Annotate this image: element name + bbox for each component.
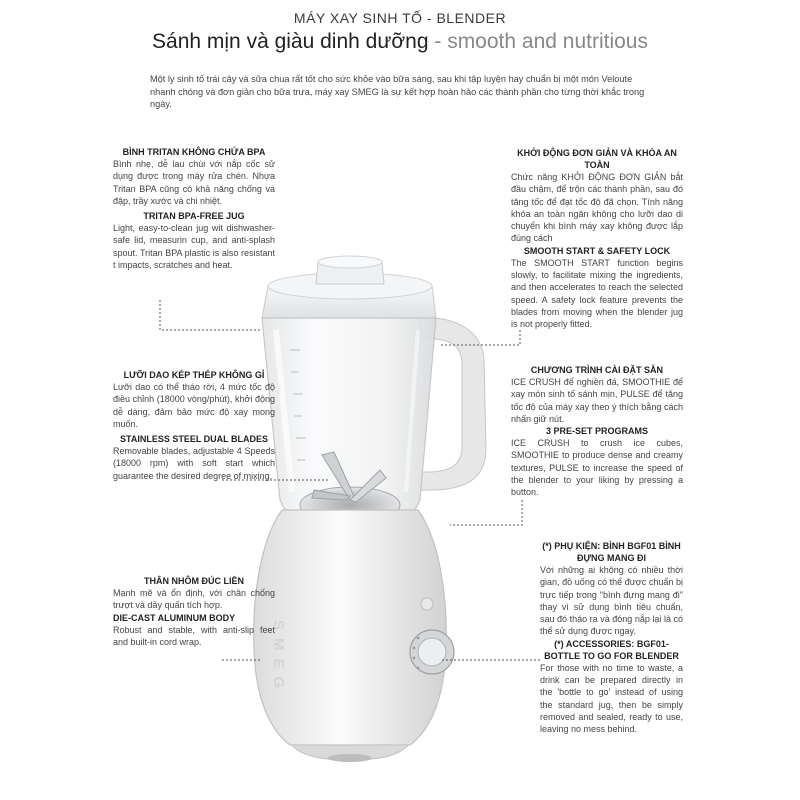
feature-programs-title-vi: CHƯƠNG TRÌNH CÀI ĐẶT SẴN bbox=[530, 365, 664, 375]
intro-paragraph: Một ly sinh tố trái cây và sữa chua rất tốt cho sức khỏe vào bữa sáng, sau khi tập luyện hay chuẩn bị một món Veloute nhanh chóng và đơn giản cho bữa trưa, máy xay SMEG là sự kết hợp hoàn hảo các thành phần cho từng thời khắc trong ngày. bbox=[150, 74, 645, 109]
feature-blades-title-en: STAINLESS STEEL DUAL BLADES bbox=[119, 434, 269, 445]
feature-blades-text-vi: Lưỡi dao có thể tháo rời, 4 mức tốc độ điều chỉnh (18000 vòng/phút), khởi động dễ dàng, đảm bảo mức độ xay mong muốn. bbox=[113, 382, 275, 429]
feature-body-text-en: Robust and stable, with anti-slip feet and built-in cord wrap. bbox=[113, 624, 275, 647]
feature-accessory-text-en: For those with no time to waste, a drink can be prepared directly in the 'bottle to go' instead of using the standard jug, then be simply removed and sealed, ready to use, leaving no mess behind. bbox=[540, 662, 683, 735]
feature-accessory-text-vi: Với những ai không có nhiều thời gian, đồ uống có thể được chuẩn bị trực tiếp trong "bình đựng mang đi" thay vì sử dụng bình tiêu chuẩn, sau đó tháo ra và đóng nắp lại là có thể sử dụng được ngay. bbox=[540, 565, 683, 637]
feature-programs bbox=[511, 364, 683, 499]
brand-logo: SMEG bbox=[270, 620, 287, 697]
headline-vi: Sánh mịn và giàu dinh dưỡng bbox=[152, 30, 429, 53]
feature-blades-title-vi: LƯỠI DAO KÉP THÉP KHÔNG GỈ bbox=[123, 370, 265, 380]
program-button bbox=[421, 598, 433, 610]
category-title: MÁY XAY SINH TỐ - BLENDER bbox=[293, 10, 507, 26]
feature-blades bbox=[113, 369, 275, 482]
feature-accessory-title-en: (*) ACCESSORIES: BGF01- BOTTLE TO GO FOR BLENDER bbox=[544, 638, 679, 661]
feature-jug-text-vi: Bình nhẹ, dễ lau chùi với nắp cốc sử dụng được trong máy rửa chén. Nhựa Tritan BPA cũng có khả năng chống va đập, trầy xước và chi nhiệt. bbox=[113, 159, 275, 206]
feature-body-title-vi: THÂN NHÔM ĐÚC LIỀN bbox=[144, 576, 244, 586]
feature-blades-text-en: Removable blades, adjustable 4 Speeds (18000 rpm) with soft start which guarantee the desired degree of mixing. bbox=[113, 446, 275, 481]
feature-body bbox=[113, 575, 275, 648]
feature-jug-title-en: TRITAN BPA-FREE JUG bbox=[143, 211, 245, 222]
feature-start-title-en: SMOOTH START & SAFETY LOCK bbox=[523, 245, 671, 256]
feature-jug-title-vi: BÌNH TRITAN KHÔNG CHỨA BPA bbox=[122, 147, 266, 157]
feature-body-title-en: DIE-CAST ALUMINUM BODY bbox=[113, 612, 236, 623]
feature-jug bbox=[113, 146, 275, 271]
feature-start bbox=[511, 147, 683, 331]
feature-jug-text-en: Light, easy-to-clean jug wit dishwasher-safe lid, measurin cup, and anti-splash spout. Tritan BPA plastic is also resistant t impacts, scratches and heat. bbox=[113, 223, 275, 271]
feature-start-text-vi: Chức năng KHỞI ĐỘNG ĐƠN GIẢN bắt đầu chậm, để trộn các thành phần, sau đó tăng tốc để đạt tốc độ đã chọn. Tính năng khóa an toàn ngăn không cho lưỡi dao di chuyển khi bình máy xay không được lắp đúng cách bbox=[511, 172, 683, 244]
feature-programs-title-en: 3 PRE-SET PROGRAMS bbox=[545, 426, 648, 437]
feature-accessory bbox=[540, 540, 683, 736]
feature-start-title-vi: KHỞI ĐỘNG ĐƠN GIẢN VÀ KHÓA AN TOÀN bbox=[517, 148, 677, 170]
feature-programs-text-vi: ICE CRUSH để nghiền đá, SMOOTHIE để xay món sinh tố sánh mịn, PULSE để tăng tốc độ của máy xay theo ý thích bằng cách nhấn giữ nút. bbox=[511, 377, 683, 424]
headline-en: - smooth and nutritious bbox=[428, 30, 648, 53]
feature-programs-text-en: ICE CRUSH to crush ice cubes, SMOOTHIE to produce dense and creamy textures, PULSE to increase the speed of the blender to your liking by pressing a button. bbox=[511, 438, 683, 498]
feature-body-text-vi: Mạnh mẽ và ổn định, với chân chống trượt và dây quấn tích hợp. bbox=[113, 588, 275, 611]
feature-accessory-title-vi: (*) PHỤ KIỆN: BÌNH BGF01 BÌNH ĐỰNG MANG ĐI bbox=[542, 541, 681, 563]
feature-start-text-en: The SMOOTH START function begins slowly, to facilitate mixing the ingredients, and then accelerates to reach the selected speed. A safety lock feature prevents the blades from moving when the blender jug is not properly fitted. bbox=[511, 257, 683, 330]
